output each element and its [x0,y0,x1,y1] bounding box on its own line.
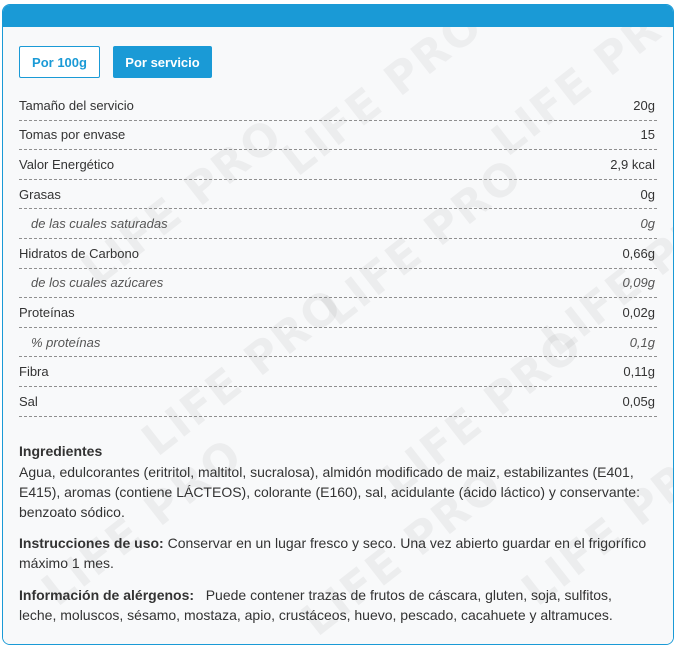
nutrient-value: 0g [640,216,655,232]
instructions-label: Instrucciones de uso: [19,535,164,551]
allergens-text: Puede contener trazas de frutos de cáscara, gluten, soja, sulfitos, leche, moluscos, sésamo, mostaza, apio, crustáceos, huevo, pescado, cacahuete y altramuces. [19,587,613,623]
nutrition-row [19,121,657,151]
nutrition-row [19,180,657,210]
nutrition-row [19,298,657,328]
ingredients-text: Agua, edulcorantes (eritritol, maltitol, sucralosa), almidón modificado de maiz, estabilizantes (E401, E415), aromas (contiene LÁCTEOS), colorante (E160), sal, acidulante (ácido láctico) y conservante: benzoato sódico. [19,464,640,520]
nutrition-subrow [19,269,657,299]
nutrient-label: Fibra [19,364,49,380]
product-info [19,441,649,637]
per-serving-button[interactable]: Por servicio [113,46,212,78]
nutrient-value: 0,66g [622,245,655,261]
nutrition-row [19,239,657,269]
nutrient-label: de las cuales saturadas [31,216,168,232]
nutrition-subrow [19,328,657,358]
nutrient-label: Hidratos de Carbono [19,245,139,261]
nutrient-value: 0g [640,186,655,202]
ingredients-heading: Ingredientes [19,443,103,459]
nutrient-label: de los cuales azúcares [31,275,164,291]
nutrient-value: 15 [640,127,655,143]
nutrition-row [19,91,657,121]
nutrient-value: 0,05g [622,393,655,409]
nutrition-row [19,387,657,417]
nutrient-value: 0,09g [622,275,655,291]
nutrient-label: Valor Energético [19,156,115,172]
allergens-section [19,585,649,625]
nutrient-value: 20g [633,97,655,113]
allergens-label: Información de alérgenos: [19,587,195,603]
nutrition-subrow [19,209,657,239]
nutrient-label: Sal [19,393,38,409]
nutrition-panel [2,4,674,645]
nutrition-row [19,357,657,387]
per-100g-button[interactable]: Por 100g [19,46,100,78]
panel-body [3,27,673,644]
nutrient-label: Tamaño del servicio [19,97,134,113]
nutrient-label: Tomas por envase [19,127,126,143]
instructions-section [19,533,649,573]
nutrition-row [19,150,657,180]
nutrient-value: 0,1g [629,334,655,350]
nutrient-value: 0,02g [622,304,655,320]
serving-toggle [19,46,212,78]
nutrient-value: 2,9 kcal [610,156,655,172]
panel-header-bar [3,5,673,27]
nutrient-label: Grasas [19,186,61,202]
nutrient-label: % proteínas [31,334,101,350]
nutrient-label: Proteínas [19,304,75,320]
ingredients-section [19,441,649,522]
nutrient-value: 0,11g [623,364,655,380]
nutrition-table [19,91,657,417]
instructions-text: Conservar en un lugar fresco y seco. Una vez abierto guardar en el frigorífico máximo 1 mes. [19,535,647,571]
